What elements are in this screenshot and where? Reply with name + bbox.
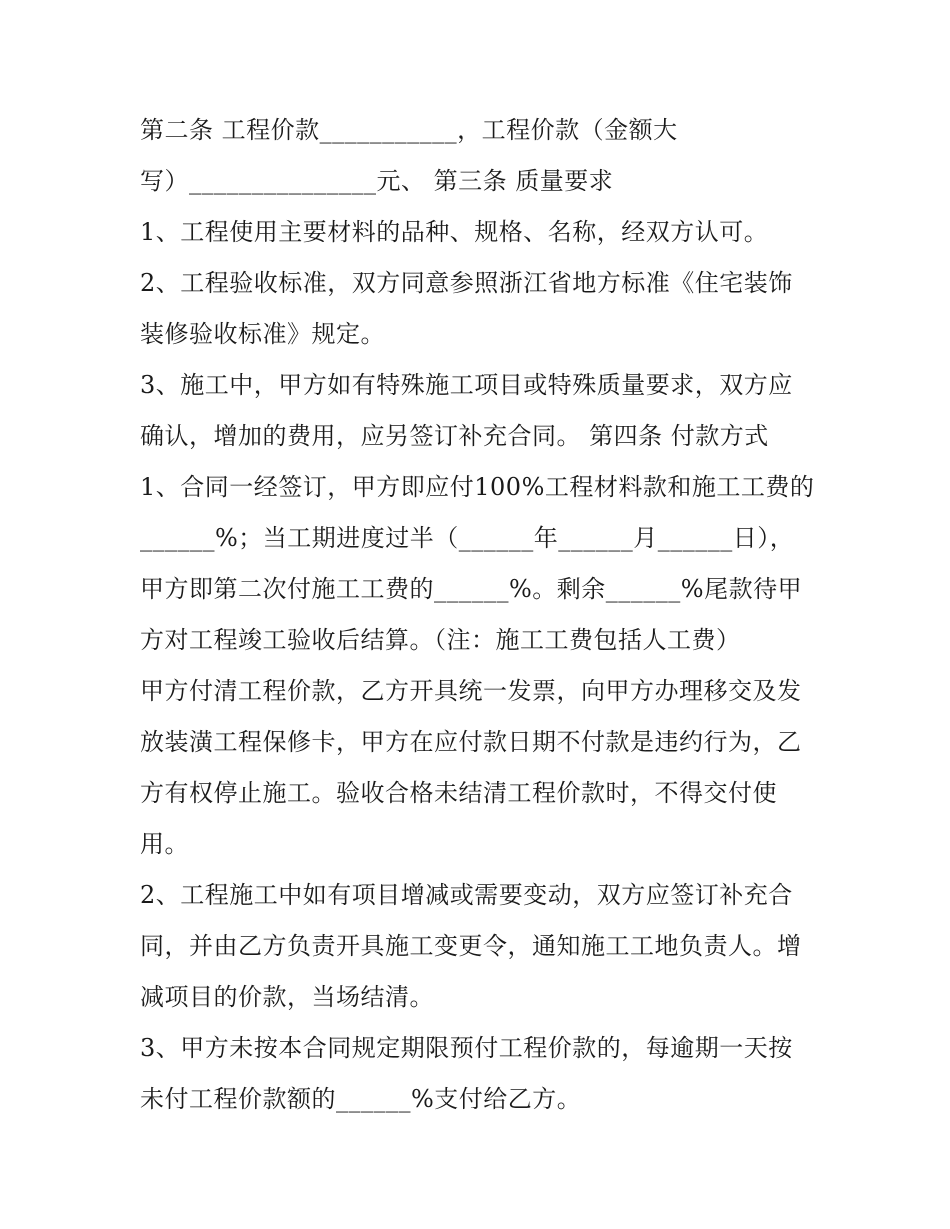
text-line: 2、工程验收标准，双方同意参照浙江省地方标准《住宅装饰: [140, 269, 793, 297]
text-line: 用。: [140, 830, 189, 858]
text-line: 方有权停止施工。验收合格未结清工程价款时，不得交付使: [140, 779, 777, 807]
text-line: 方对工程竣工验收后结算。（注：施工工费包括人工费）: [140, 626, 741, 654]
text-line: 1、工程使用主要材料的品种、规格、名称，经双方认可。: [140, 218, 769, 246]
text-line: 3、施工中，甲方如有特殊施工项目或特殊质量要求，双方应: [140, 371, 793, 399]
text-line: 2、工程施工中如有项目增减或需要变动，双方应签订补充合: [140, 881, 793, 909]
text-line: 3、甲方未按本合同规定期限预付工程价款的，每逾期一天按: [140, 1034, 793, 1062]
text-line: 同，并由乙方负责开具施工变更令，通知施工工地负责人。增: [140, 932, 802, 960]
text-line: ______%；当工期进度过半（______年______月______日），: [140, 524, 795, 552]
text-line: 甲方即第二次付施工工费的______%。剩余______%尾款待甲: [140, 575, 803, 603]
text-line: 未付工程价款额的______%支付给乙方。: [140, 1085, 582, 1113]
text-line: 1、合同一经签订，甲方即应付100%工程材料款和施工工费的: [140, 473, 815, 501]
text-line: 写）_______________元、 第三条 质量要求: [140, 167, 614, 195]
text-line: 甲方付清工程价款，乙方开具统一发票，向甲方办理移交及发: [140, 677, 802, 705]
text-line: 放装潢工程保修卡，甲方在应付款日期不付款是违约行为，乙: [140, 728, 802, 756]
text-line: 第二条 工程价款___________，工程价款（金额大: [140, 116, 678, 144]
text-line: 确认，增加的费用，应另签订补充合同。 第四条 付款方式: [140, 422, 769, 450]
text-line: 减项目的价款，当场结清。: [140, 983, 434, 1011]
text-line: 装修验收标准》规定。: [140, 320, 385, 348]
